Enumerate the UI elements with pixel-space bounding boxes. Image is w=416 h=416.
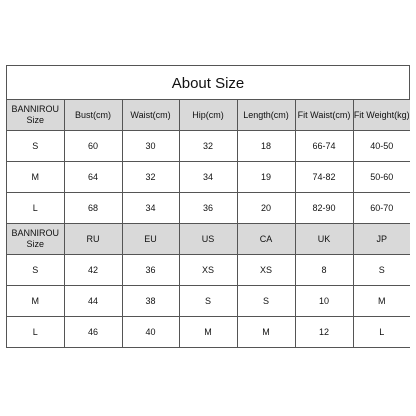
length-cell: 18	[237, 131, 295, 162]
ca-cell: S	[237, 286, 295, 317]
size-cell: S	[7, 255, 64, 286]
length-header: Length(cm)	[237, 100, 295, 131]
bust-cell: 68	[64, 193, 122, 224]
uk-cell: 10	[295, 286, 353, 317]
table-row	[7, 317, 410, 348]
fit-waist-cell: 82-90	[295, 193, 353, 224]
table-row	[7, 255, 410, 286]
size-cell: M	[7, 162, 64, 193]
us-cell: M	[179, 317, 237, 348]
fit-weight-cell: 50-60	[353, 162, 410, 193]
size-cell: S	[7, 131, 64, 162]
bust-cell: 64	[64, 162, 122, 193]
bust-cell: 60	[64, 131, 122, 162]
hip-cell: 36	[179, 193, 237, 224]
eu-header: EU	[122, 224, 179, 255]
waist-cell: 34	[122, 193, 179, 224]
size-header-cell	[7, 100, 64, 131]
table-row	[7, 131, 410, 162]
uk-cell: 8	[295, 255, 353, 286]
bust-header: Bust(cm)	[64, 100, 122, 131]
uk-cell: 12	[295, 317, 353, 348]
eu-cell: 40	[122, 317, 179, 348]
us-cell: XS	[179, 255, 237, 286]
ru-cell: 46	[64, 317, 122, 348]
waist-cell: 32	[122, 162, 179, 193]
us-cell: S	[179, 286, 237, 317]
hip-cell: 34	[179, 162, 237, 193]
table-row	[7, 193, 410, 224]
eu-cell: 36	[122, 255, 179, 286]
hip-cell: 32	[179, 131, 237, 162]
eu-cell: 38	[122, 286, 179, 317]
ru-header: RU	[64, 224, 122, 255]
jp-header: JP	[353, 224, 410, 255]
size-cell: M	[7, 286, 64, 317]
brand-label: BANNIROU	[11, 228, 59, 238]
brand-label: BANNIROU	[11, 104, 59, 114]
jp-cell: M	[353, 286, 410, 317]
size-cell: L	[7, 317, 64, 348]
us-header: US	[179, 224, 237, 255]
ru-cell: 44	[64, 286, 122, 317]
ca-cell: M	[237, 317, 295, 348]
fit-waist-cell: 66-74	[295, 131, 353, 162]
fit-weight-cell: 40-50	[353, 131, 410, 162]
jp-cell: S	[353, 255, 410, 286]
uk-header: UK	[295, 224, 353, 255]
ca-cell: XS	[237, 255, 295, 286]
size-chart	[6, 65, 410, 348]
fit-waist-header: Fit Waist(cm)	[295, 100, 353, 131]
length-cell: 19	[237, 162, 295, 193]
chart-title: About Size	[7, 66, 409, 100]
measurement-header-row	[7, 100, 410, 131]
size-header-cell	[7, 224, 64, 255]
fit-waist-cell: 74-82	[295, 162, 353, 193]
size-label: Size	[26, 239, 44, 249]
fit-weight-cell: 60-70	[353, 193, 410, 224]
length-cell: 20	[237, 193, 295, 224]
size-label: Size	[26, 115, 44, 125]
table-row	[7, 286, 410, 317]
hip-header: Hip(cm)	[179, 100, 237, 131]
table-row	[7, 162, 410, 193]
waist-header: Waist(cm)	[122, 100, 179, 131]
waist-cell: 30	[122, 131, 179, 162]
conversion-header-row	[7, 224, 410, 255]
fit-weight-header: Fit Weight(kg)	[353, 100, 410, 131]
size-table	[7, 100, 410, 347]
ru-cell: 42	[64, 255, 122, 286]
size-cell: L	[7, 193, 64, 224]
jp-cell: L	[353, 317, 410, 348]
ca-header: CA	[237, 224, 295, 255]
